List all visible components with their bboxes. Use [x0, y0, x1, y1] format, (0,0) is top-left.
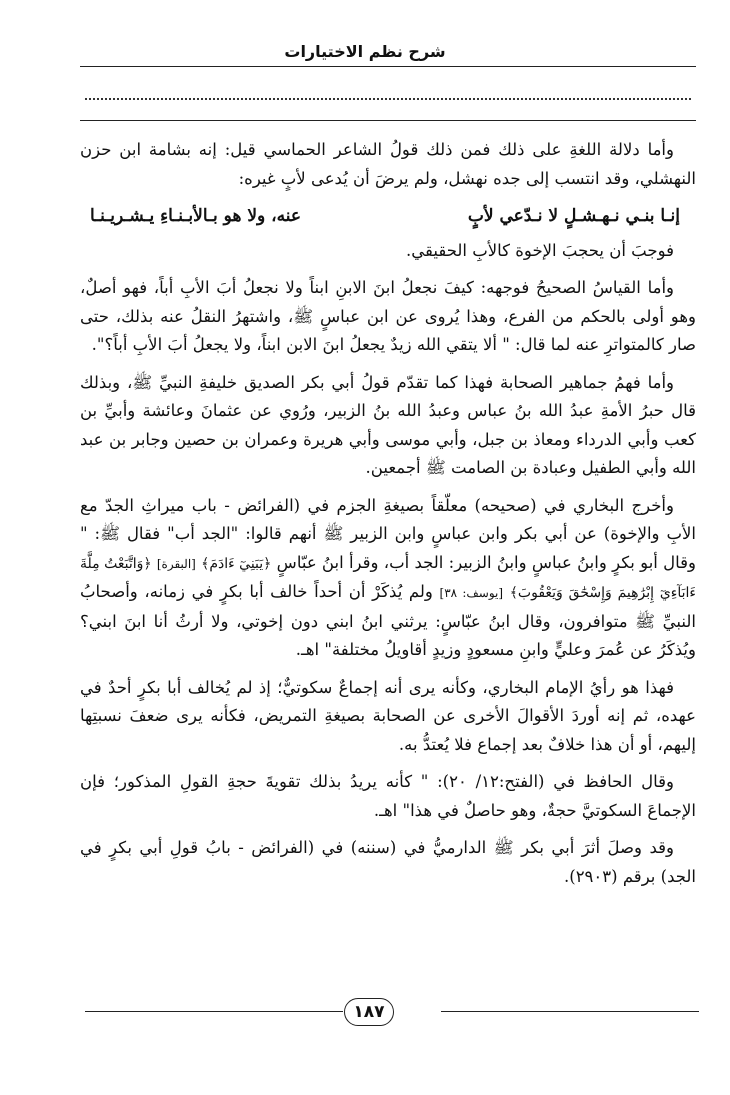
footer-rule-right [441, 1011, 699, 1012]
paragraph-1: وأما دلالة اللغةِ على ذلك فمن ذلك قولُ الشاعر الحماسي قيل: إنه بشامة ابن حزن النهشلي، وقد انتسب إلى جده نهشل، ولم يرضَ أن يُدعى لأبٍ غيره: [80, 140, 696, 188]
dotted-separator [85, 98, 691, 100]
header-rule [80, 66, 696, 67]
paragraph-5-part-a: وأخرج البخاري في (صحيحه) معلّقاً بصيغةِ الجزم في (الفرائض - باب ميراثِ الجدّ مع الأبِ والإخوة) عن أبي بكر وابن عباسٍ وابن الزبير ﷺ أنهم قالوا: "الجد أب" فقال ﷺ: " وقال أبو بكرٍ وابنُ عباسٍ وابنُ الزبير: الجد أب، وقرأ ابنُ عبّاسٍ [80, 495, 697, 572]
paragraph-4: وأما فهمُ جماهير الصحابة فهذا كما تقدّم قولُ أبي بكر الصديق خليفةِ النبيِّ ﷺ، وبذلك قال حبرُ الأمةِ عبدُ الله بنُ عباس وعبدُ الله بنُ الزبير، ورُوي عن عثمانَ وعائشة وأبيِّ بن كعب وأبي الدرداء ومعاذ بن جبل، وأبي موسى وأبي هريرة وعمران بن حصين وجابر بن عبد الله وأبي الطفيل وعبادة بن الصامت ﷺ أجمعين. [80, 372, 696, 477]
poem-hemistich-left: عنه، ولا هو بـالأبـنـاءِ يـشـريـنـا [90, 206, 302, 226]
page-number: ١٨٧ [344, 998, 394, 1026]
quran-quote-1: ﴿يَبَنِيٓ ءَادَمَ﴾ [201, 555, 272, 572]
surah-ref-1: [البقرة] [156, 556, 196, 571]
body-text [80, 136, 696, 900]
paragraph-5 [80, 492, 696, 665]
paragraph-7: وقال الحافظ في (الفتح:١٢/ ٢٠): " كأنه يريدُ بذلك تقويةَ حجةِ القولِ المذكور؛ فإن الإجماعَ السكوتيَّ حجةٌ، وهو حاصلٌ في هذا" اهـ. [80, 772, 696, 820]
paragraph-6: فهذا هو رأيُ الإمام البخاري، وكأنه يرى أنه إجماعٌ سكوتيٌّ؛ إذ لم يُخالف أبا بكرٍ أحدٌ في عهده، ثم إنه أوردَ الأقوالَ الأخرى عن الصحابة بصيغةِ التمريض، فكأنه يرى ضعفَ نسبتِها إليهم، أو أن هذا خلافٌ بعد إجماع فلا يُعتدُّ به. [80, 677, 696, 754]
surah-ref-2: [يوسف: ٣٨] [439, 586, 504, 600]
header-bottom-rule [80, 120, 696, 121]
paragraph-3: وأما القياسُ الصحيحُ فوجهه: كيفَ نجعلُ ابنَ الابنِ ابناً ولا نجعلُ أبَ الأبِ أباً، فهو أصلٌ، وهو أولى بالحكم من الفرع، وهذا يُروى عن ابن عباسٍ ﷺ، واشتهرُ النقلُ عنه بذلك، حتى صار كالمتواترِ عنه لما قال: " ألا يتقي الله زيدٌ يجعلُ ابنَ الابن ابناً، ولا يجعلُ أبَ الأبِ أباً؟". [80, 278, 696, 354]
running-header-title: شرح نظم الاختيارات [284, 42, 446, 61]
paragraph-2: فوجبَ أن يحجبَ الإخوة كالأبِ الحقيقي. [406, 240, 674, 260]
footer-rule-left [85, 1011, 343, 1012]
paragraph-5-part-b: ولم يُذكَرْ أن أحداً خالف أبا بكرٍ في زمانه، وأصحابُ النبيِّ ﷺ متوافرون، وقال ابنُ عبّاسٍ: يرثني ابنُ ابني دون إخوتي، ولا أرثُ أنا ابنَ ابني؟ ويُذكَرُ عن عُمرَ وعليٍّ وابنِ مسعودٍ وزيدٍ أقاويلُ مختلفة" اهـ. [80, 582, 696, 659]
quran-quote-2: ﴿وَاتَّبَعْتُ مِلَّةَ ءَابَآءِيٓ إِبْرَٰهِيمَ وَإِسْحَٰقَ وَيَعْقُوبَ﴾ [80, 555, 697, 601]
poem-verse [80, 202, 696, 231]
paragraph-8: وقد وصلَ أثرَ أبي بكر ﷺ الدارميُّ في (سننه) في (الفرائض - بابُ قولِ أبي بكرٍ في الجد) برقم (٢٩٠٣). [80, 838, 696, 886]
poem-hemistich-right: إنـا بنـي نـهـشـلٍ لا نـدّعي لأبٍ [467, 206, 680, 226]
